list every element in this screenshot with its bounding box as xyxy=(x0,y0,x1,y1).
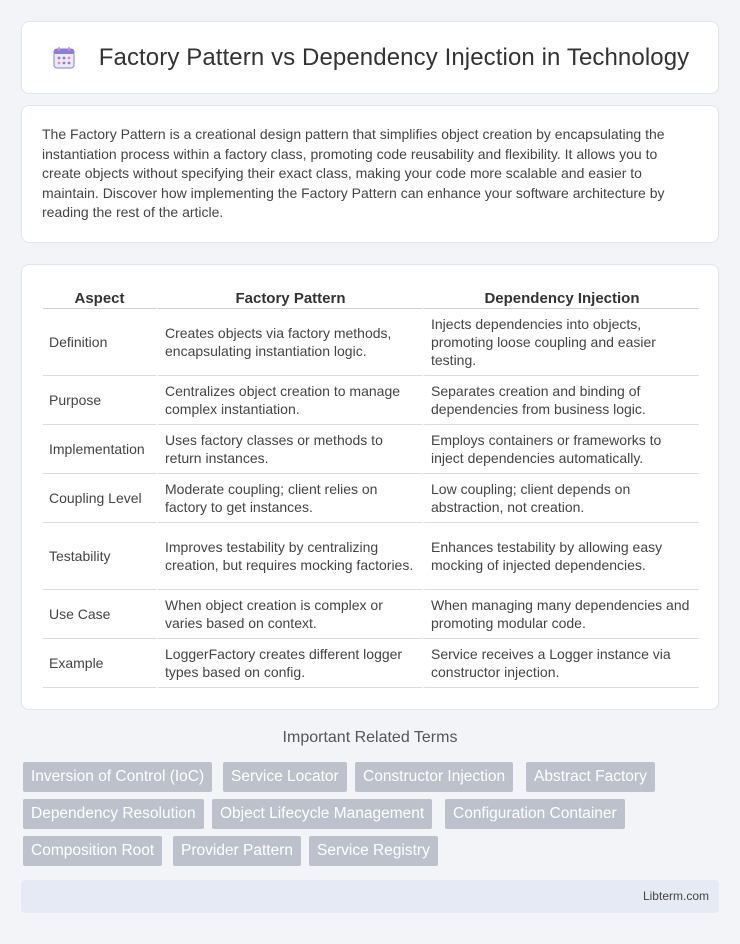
footer-brand-link[interactable]: Libterm.com xyxy=(642,889,709,903)
related-term-tag[interactable]: Constructor Injection xyxy=(355,762,513,792)
row-aspect: Purpose xyxy=(43,376,156,425)
table-row xyxy=(43,425,699,474)
related-term-tag[interactable]: Service Locator xyxy=(223,762,347,792)
intro-paragraph: The Factory Pattern is a creational design pattern that simplifies object creation by encapsulating the instantiation process within a factory class, promoting code reusability and flexibility. It allows you to create objects without specifying their exact class, making your code more scalable and easier to maintain. Discover how implementing the Factory Pattern can enhance your software architecture by reading the rest of the article. xyxy=(42,126,665,221)
related-term-tag[interactable]: Object Lifecycle Management xyxy=(212,799,432,829)
related-term-tag[interactable]: Provider Pattern xyxy=(173,836,301,866)
intro-card xyxy=(21,105,719,243)
header-factory-pattern: Factory Pattern xyxy=(156,285,422,309)
row-aspect: Use Case xyxy=(43,590,156,639)
row-factory: Improves testability by centralizing creation, but requires mocking factories. xyxy=(156,523,422,590)
row-di: Low coupling; client depends on abstraction, not creation. xyxy=(422,474,699,523)
related-term-tag[interactable]: Abstract Factory xyxy=(526,762,655,792)
row-factory: Creates objects via factory methods, encapsulating instantiation logic. xyxy=(156,309,422,376)
row-factory: When object creation is complex or varies based on context. xyxy=(156,590,422,639)
row-di: Separates creation and binding of dependencies from business logic. xyxy=(422,376,699,425)
row-aspect: Definition xyxy=(43,309,156,376)
table-row xyxy=(43,474,699,523)
row-aspect: Coupling Level xyxy=(43,474,156,523)
related-term-tag[interactable]: Inversion of Control (IoC) xyxy=(23,762,212,792)
related-term-tag[interactable]: Service Registry xyxy=(309,836,438,866)
row-factory: LoggerFactory creates different logger types based on config. xyxy=(156,639,422,688)
row-aspect: Testability xyxy=(43,523,156,590)
row-aspect: Implementation xyxy=(43,425,156,474)
row-di: Enhances testability by allowing easy mocking of injected dependencies. xyxy=(422,523,699,590)
table-row xyxy=(43,376,699,425)
row-factory: Centralizes object creation to manage complex instantiation. xyxy=(156,376,422,425)
related-terms-heading: Important Related Terms xyxy=(282,729,458,746)
calendar-grid-icon xyxy=(51,45,77,71)
header-dependency-injection: Dependency Injection xyxy=(422,285,699,309)
row-factory: Uses factory classes or methods to return instances. xyxy=(156,425,422,474)
related-term-tag[interactable]: Composition Root xyxy=(23,836,162,866)
footer-bar xyxy=(21,880,719,913)
table-header-row xyxy=(43,285,699,309)
row-di: Injects dependencies into objects, promoting loose coupling and easier testing. xyxy=(422,309,699,376)
row-aspect: Example xyxy=(43,639,156,688)
table-row xyxy=(43,523,699,590)
row-di: Service receives a Logger instance via constructor injection. xyxy=(422,639,699,688)
comparison-table-card xyxy=(21,264,719,710)
title-card xyxy=(21,21,719,94)
row-di: When managing many dependencies and promoting modular code. xyxy=(422,590,699,639)
page-title: Factory Pattern vs Dependency Injection in Technology xyxy=(98,43,690,71)
table-row xyxy=(43,639,699,688)
header-aspect: Aspect xyxy=(43,285,156,309)
related-term-tag[interactable]: Configuration Container xyxy=(445,799,625,829)
related-term-tag[interactable]: Dependency Resolution xyxy=(23,799,204,829)
table-row xyxy=(43,309,699,376)
row-di: Employs containers or frameworks to inject dependencies automatically. xyxy=(422,425,699,474)
row-factory: Moderate coupling; client relies on factory to get instances. xyxy=(156,474,422,523)
table-row xyxy=(43,590,699,639)
comparison-table xyxy=(43,285,699,688)
